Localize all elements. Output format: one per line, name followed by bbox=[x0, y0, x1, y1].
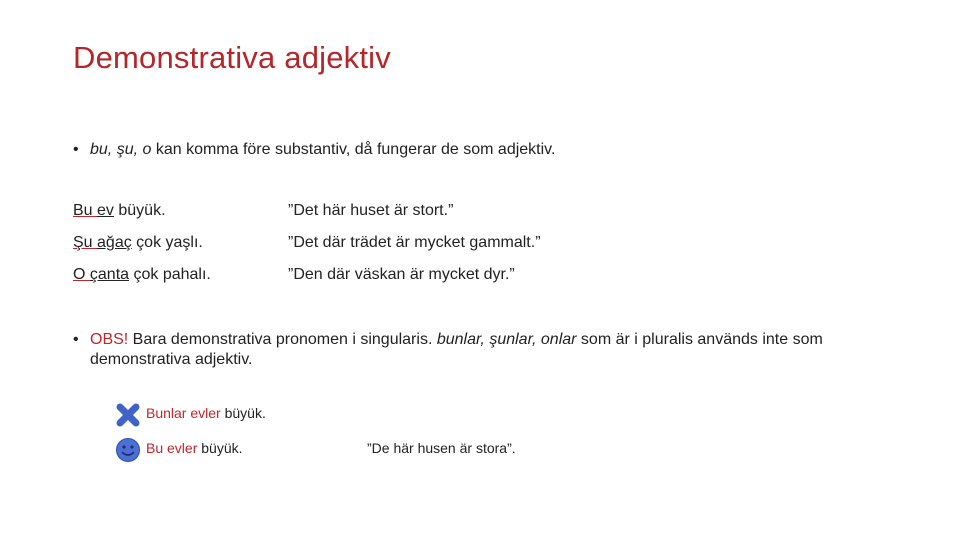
bullet-rest: kan komma före substantiv, då fungerar de som adjektiv. bbox=[151, 141, 556, 158]
turkish-sentence bbox=[73, 202, 166, 219]
noun-word: çanta bbox=[89, 266, 130, 283]
swedish-translation: ”Den där väskan är mycket dyr.” bbox=[288, 266, 515, 283]
smiley-icon bbox=[115, 437, 141, 463]
wrong-word1: Bunlar bbox=[146, 405, 187, 421]
bullet-italic: bu, şu, o bbox=[90, 141, 152, 158]
swedish-translation: ”Det där trädet är mycket gammalt.” bbox=[288, 234, 541, 251]
demonstrative-word: Bu bbox=[73, 202, 93, 219]
right-word1: Bu bbox=[146, 440, 164, 456]
noun-word: ağaç bbox=[97, 234, 132, 251]
demonstrative-word: O bbox=[73, 266, 86, 283]
sentence-rest: büyük. bbox=[113, 202, 166, 219]
cross-icon bbox=[115, 402, 141, 428]
wrong-sentence bbox=[146, 405, 266, 421]
bullet-part1: Bara demonstrativa pronomen i singularis. bbox=[128, 331, 437, 348]
bullet-italic: bunlar, şunlar, onlar bbox=[436, 331, 577, 348]
bullet-marker: • bbox=[73, 141, 79, 158]
bullet-marker: • bbox=[73, 331, 79, 348]
example-pair bbox=[73, 234, 541, 252]
obs-label: OBS! bbox=[90, 331, 129, 348]
example-pair bbox=[73, 266, 515, 284]
right-rest: büyük. bbox=[197, 440, 243, 456]
wrong-word2: evler bbox=[190, 405, 221, 421]
example-pair bbox=[73, 202, 454, 220]
sentence-rest: çok yaşlı. bbox=[131, 234, 203, 251]
sentence-rest: çok pahalı. bbox=[129, 266, 211, 283]
bullet-text bbox=[90, 140, 555, 160]
noun-word: ev bbox=[97, 202, 114, 219]
turkish-sentence bbox=[73, 266, 211, 283]
swedish-translation: ”De här husen är stora”. bbox=[367, 440, 516, 456]
bullet-part2: som är i pluralis används inte som demonstrativa adjektiv. bbox=[90, 331, 823, 368]
turkish-sentence bbox=[73, 234, 203, 251]
slide-title: Demonstrativa adjektiv bbox=[73, 40, 391, 75]
demonstrative-word: Şu bbox=[73, 234, 93, 251]
right-sentence bbox=[146, 440, 243, 456]
wrong-rest: büyük. bbox=[220, 405, 266, 421]
swedish-translation: ”Det här huset är stort.” bbox=[288, 202, 454, 219]
right-word2: evler bbox=[167, 440, 198, 456]
bullet-text bbox=[90, 330, 880, 370]
